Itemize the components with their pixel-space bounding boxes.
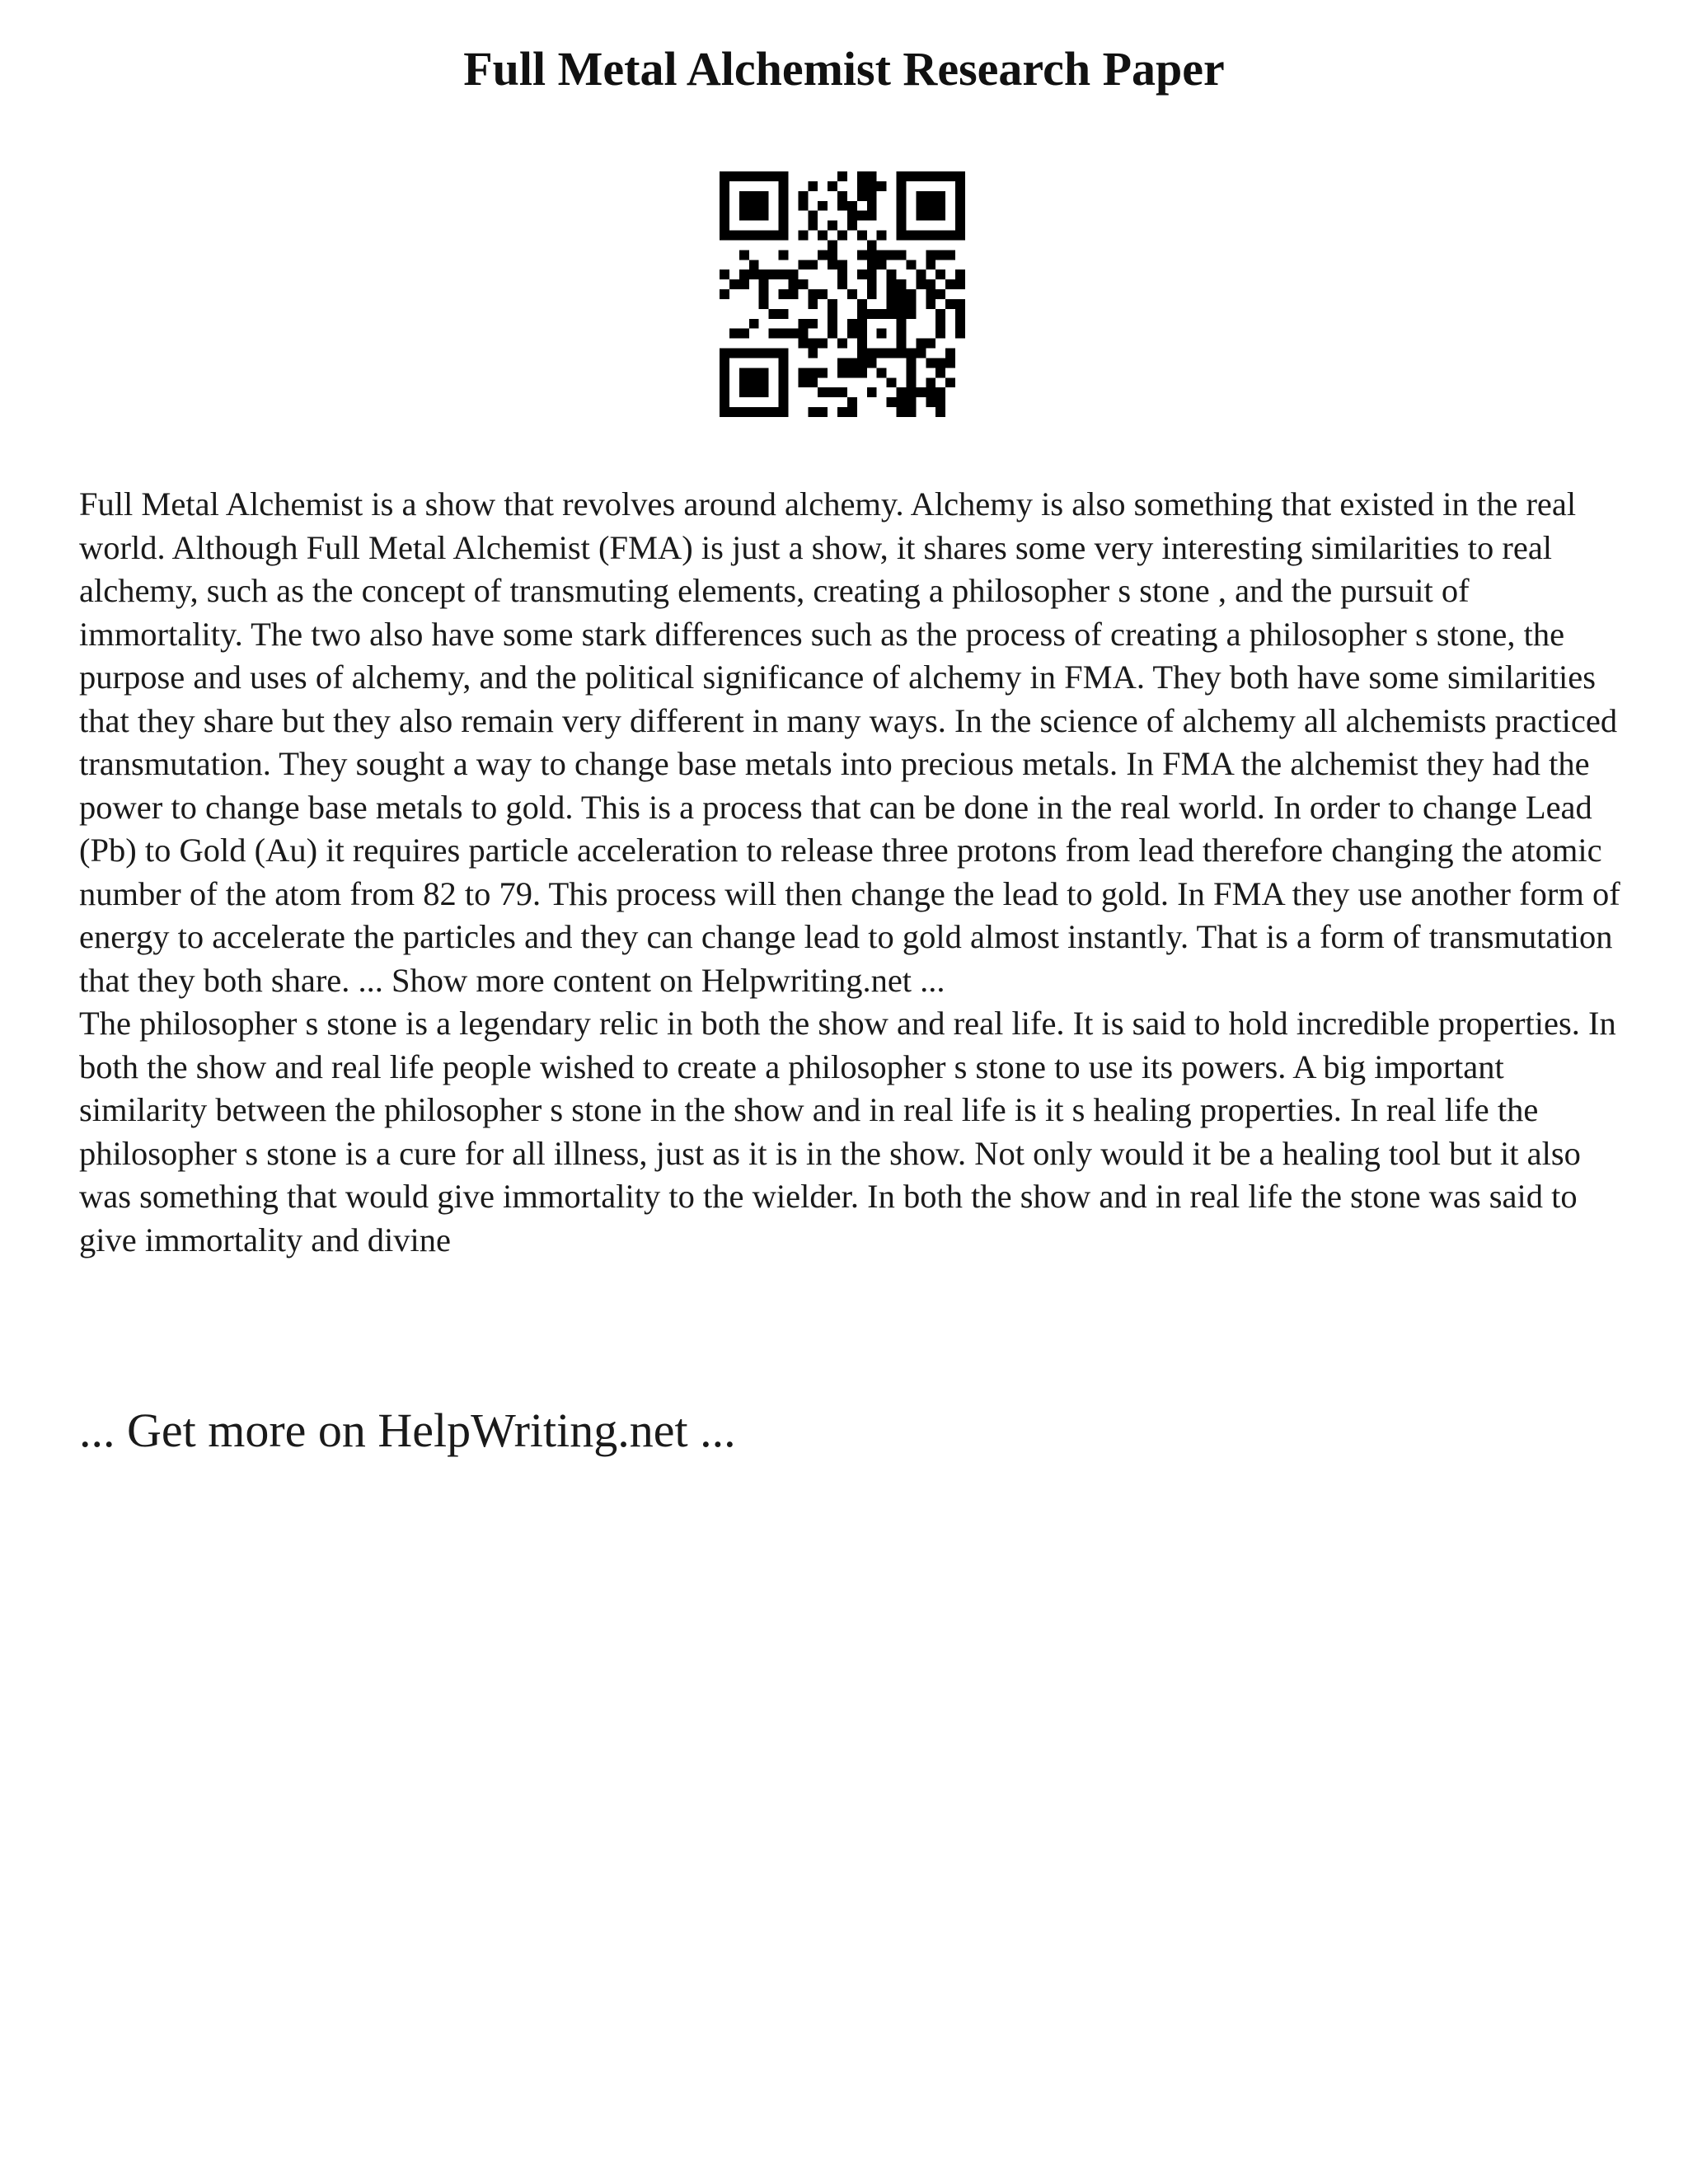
page-title: Full Metal Alchemist Research Paper xyxy=(463,42,1225,96)
qr-code-icon xyxy=(720,171,965,417)
body-paragraph-2: The philosopher s stone is a legendary relic in both the show and real life. It is said to hold incredible properties. In both the show and real life people wished to create a philosopher s stone to use its powers. A big important similarity between the philosopher s stone in the show and in real life is it s healing properties. In real life the philosopher s stone is a cure for all illness, just as it is in the show. Not only would it be a healing tool but it also was something that would give immortality to the wielder. In both the show and in real life the stone was said to give immortality and divine xyxy=(79,1005,1616,1258)
body-paragraph-1: Full Metal Alchemist is a show that revolves around alchemy. Alchemy is also something that existed in the real world. Although Full Metal Alchemist (FMA) is just a show, it shares some very interesting similarities to real alchemy, such as the concept of transmuting elements, creating a philosopher s stone , and the pursuit of immortality. The two also have some stark differences such as the process of creating a philosopher s stone, the purpose and uses of alchemy, and the political significance of alchemy in FMA. They both have some similarities that they share but they also remain very different in many ways. In the science of alchemy all alchemists practiced transmutation. They sought a way to change base metals into precious metals. In FMA the alchemist they had the power to change base metals to gold. This is a process that can be done in the real world. In order to change Lead (Pb) to Gold (Au) it requires particle acceleration to release three protons from lead therefore changing the atomic number of the atom from 82 to 79. This process will then change the lead to gold. In FMA they use another form of energy to accelerate the particles and they can change lead to gold almost instantly. That is a form of transmutation that they both share. ... Show more content on Helpwriting.net ... xyxy=(79,485,1620,999)
get-more-link[interactable]: ... Get more on HelpWriting.net ... xyxy=(79,1404,736,1457)
document-body xyxy=(79,483,1629,1262)
